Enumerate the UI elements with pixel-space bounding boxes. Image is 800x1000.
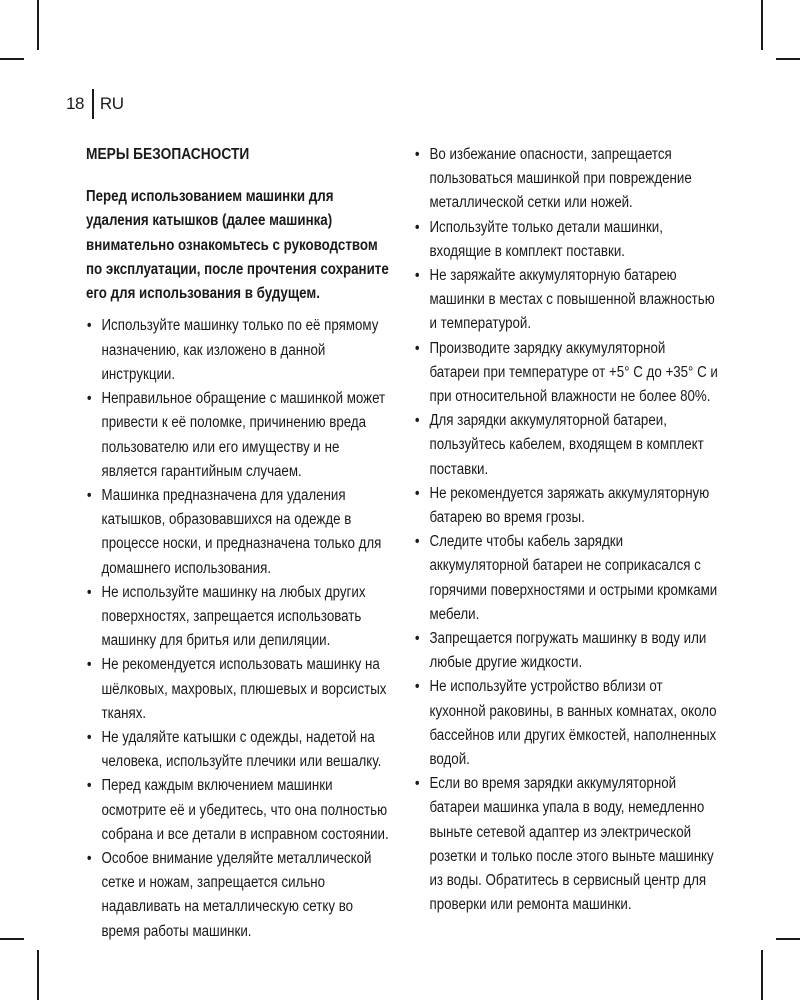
right-column (414, 143, 718, 918)
list-item: • Если во время зарядки аккумуляторной батареи машинка упала в воду, немедленно выньте сетевой адаптер из электрической розетки и только после этого выньте машинку из воды. Обратитесь в сервисный центр для проверки или ремонта машинки. (414, 772, 718, 917)
list-item: • Неправильное обращение с машинкой может привести к её поломке, причинению вреда пользователю или его имуществу и не является гарантийным случаем. (86, 387, 392, 484)
list-item: • Во избежание опасности, запрещается пользоваться машинкой при повреждение металлической сетки или ножей. (414, 143, 718, 216)
list-item: • Не используйте машинку на любых других поверхностях, запрещается использовать машинку для бритья или депиляции. (86, 581, 392, 654)
crop-mark-top-left (37, 0, 39, 50)
header-divider (92, 89, 94, 119)
safety-list-left (86, 314, 392, 943)
list-item: • Перед каждым включением машинки осмотрите её и убедитесь, что она полностью собрана и все детали в исправном состоянии. (86, 774, 392, 847)
list-item: • Не рекомендуется заряжать аккумуляторную батарею во время грозы. (414, 482, 718, 530)
list-item: • Следите чтобы кабель зарядки аккумуляторной батареи не соприкасался с горячими поверхностями и острыми кромками мебели. (414, 530, 718, 627)
list-item: • Не заряжайте аккумуляторную батарею машинки в местах с повышенной влажностью и температурой. (414, 264, 718, 337)
intro-paragraph: Перед использованием машинки для удаления катышков (далее машинка) внимательно ознакомьтесь с руководством по эксплуатации, после прочтения сохраните его для использования в будущем. (86, 188, 389, 303)
crop-mark-top-right (761, 0, 763, 50)
list-item: • Не удаляйте катышки с одежды, надетой на человека, используйте плечики или вешалку. (86, 726, 392, 774)
page-number: 18 (66, 94, 84, 113)
list-item: • Производите зарядку аккумуляторной батареи при температуре от +5° С до +35° С и при относительной влажности не более 80%. (414, 337, 718, 410)
list-item: • Машинка предназначена для удаления катышков, образовавшихся на одежде в процессе носки, и предназначена только для домашнего использования. (86, 484, 392, 581)
crop-mark-bottom-right (761, 950, 763, 1000)
left-column (86, 143, 392, 944)
language-code: RU (99, 94, 124, 113)
list-item: • Для зарядки аккумуляторной батареи, пользуйтесь кабелем, входящем в комплект поставки. (414, 409, 718, 482)
list-item: • Запрещается погружать машинку в воду или любые другие жидкости. (414, 627, 718, 675)
page-header (66, 90, 123, 118)
crop-mark-bottom-left-h (0, 938, 24, 940)
safety-list-right (414, 143, 718, 918)
list-item: • Не рекомендуется использовать машинку на шёлковых, махровых, плюшевых и ворсистых тканях. (86, 653, 392, 726)
list-item: • Используйте машинку только по её прямому назначению, как изложено в данной инструкции. (86, 314, 392, 387)
list-item: • Используйте только детали машинки, входящие в комплект поставки. (414, 216, 718, 264)
crop-mark-bottom-left (37, 950, 39, 1000)
crop-mark-top-right-h (776, 58, 800, 60)
list-item: • Особое внимание уделяйте металлической сетке и ножам, запрещается сильно надавливать на металлическую сетку во время работы машинки. (86, 847, 392, 944)
crop-mark-top-left-h (0, 58, 24, 60)
section-title: МЕРЫ БЕЗОПАСНОСТИ (86, 146, 250, 163)
list-item: • Не используйте устройство вблизи от кухонной раковины, в ванных комнатах, около бассейнов или других ёмкостей, наполненных водой. (414, 675, 718, 772)
crop-mark-bottom-right-h (776, 938, 800, 940)
